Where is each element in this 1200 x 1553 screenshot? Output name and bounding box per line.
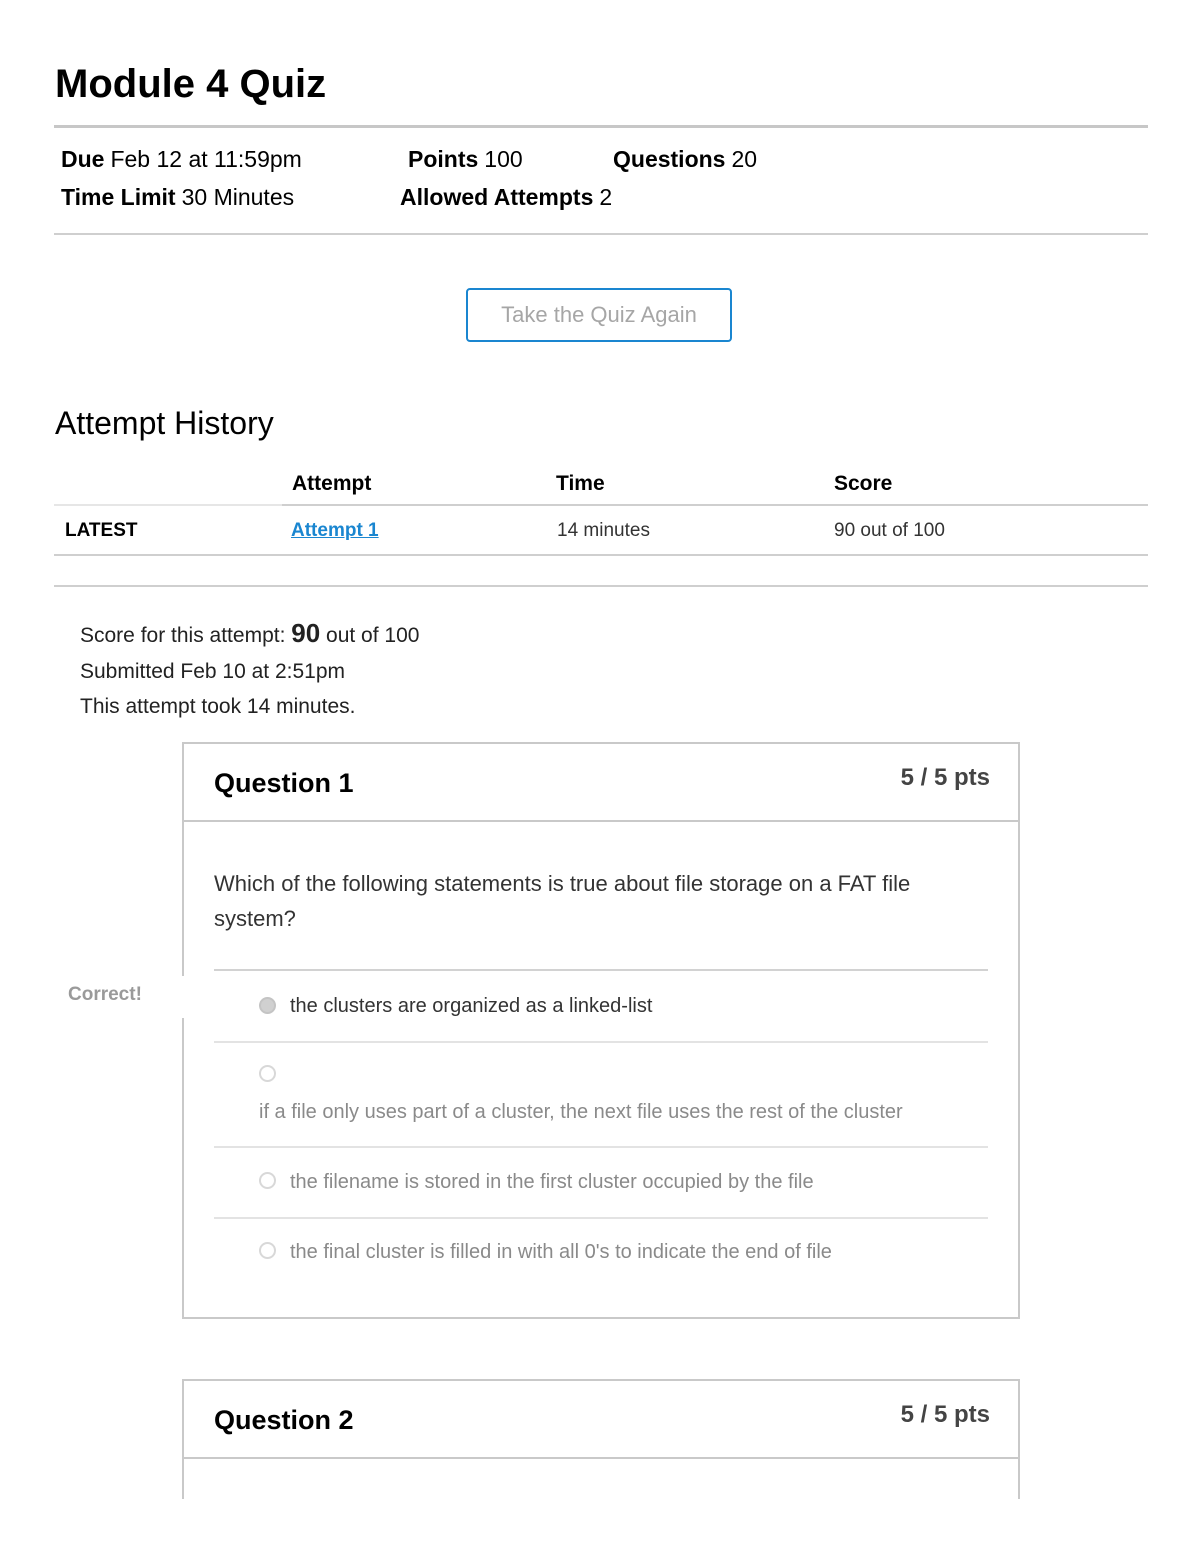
meta-divider	[54, 233, 1148, 235]
attempt-1-link[interactable]: Attempt 1	[291, 520, 379, 541]
attempt-duration: This attempt took 14 minutes.	[80, 695, 356, 718]
question-1-card	[182, 742, 1020, 1319]
attempt-time: 14 minutes	[557, 520, 650, 541]
latest-badge: LATEST	[65, 520, 138, 541]
answer-2-radio[interactable]	[259, 1065, 276, 1082]
answer-3-radio[interactable]	[259, 1172, 276, 1189]
attempt-history-title: Attempt History	[55, 405, 274, 441]
column-header-attempt: Attempt	[292, 472, 372, 495]
answer-1-radio[interactable]	[259, 997, 276, 1014]
correct-notch	[180, 976, 186, 1018]
answer-divider	[214, 1041, 988, 1043]
questions-info: Questions 20	[613, 146, 758, 172]
due-date: Due Feb 12 at 11:59pm	[61, 146, 302, 172]
section-divider	[54, 585, 1148, 587]
answer-4-radio[interactable]	[259, 1242, 276, 1259]
answers-divider	[214, 969, 988, 971]
attempt-score: 90 out of 100	[834, 520, 945, 541]
answer-3-text: the filename is stored in the first cluster occupied by the file	[290, 1171, 814, 1193]
table-header-divider-left	[54, 504, 282, 506]
question-1-points: 5 / 5 pts	[900, 764, 990, 791]
page-cutoff	[170, 1499, 1030, 1553]
points-info: Points 100	[408, 146, 523, 172]
correct-indicator: Correct!	[68, 984, 142, 1005]
answer-divider	[214, 1146, 988, 1148]
score-value: 90	[291, 618, 321, 648]
table-row-divider	[54, 554, 1148, 556]
question-2-points: 5 / 5 pts	[900, 1401, 990, 1428]
answer-4-text: the final cluster is filled in with all 0's to indicate the end of file	[290, 1241, 832, 1263]
question-2-title: Question 2	[214, 1405, 354, 1435]
column-header-time: Time	[556, 472, 605, 495]
page-title: Module 4 Quiz	[55, 62, 327, 106]
question-1-title: Question 1	[214, 768, 354, 798]
allowed-attempts-info: Allowed Attempts 2	[400, 184, 613, 210]
answer-1-text: the clusters are organized as a linked-list	[290, 995, 653, 1017]
time-limit-info: Time Limit 30 Minutes	[61, 184, 295, 210]
question-2-header	[184, 1381, 1018, 1459]
question-1-text: Which of the following statements is true about file storage on a FAT file system?	[214, 871, 911, 931]
column-header-score: Score	[834, 472, 893, 495]
take-quiz-again-button[interactable]: Take the Quiz Again	[466, 288, 732, 342]
title-divider	[54, 125, 1148, 128]
table-header-divider	[282, 504, 1148, 506]
question-1-header	[184, 744, 1018, 822]
answer-2-text: if a file only uses part of a cluster, the next file uses the rest of the cluster	[259, 1101, 903, 1123]
score-summary: Score for this attempt: 90 out of 100	[80, 618, 420, 648]
submitted-info: Submitted Feb 10 at 2:51pm	[80, 660, 345, 683]
answer-divider	[214, 1217, 988, 1219]
